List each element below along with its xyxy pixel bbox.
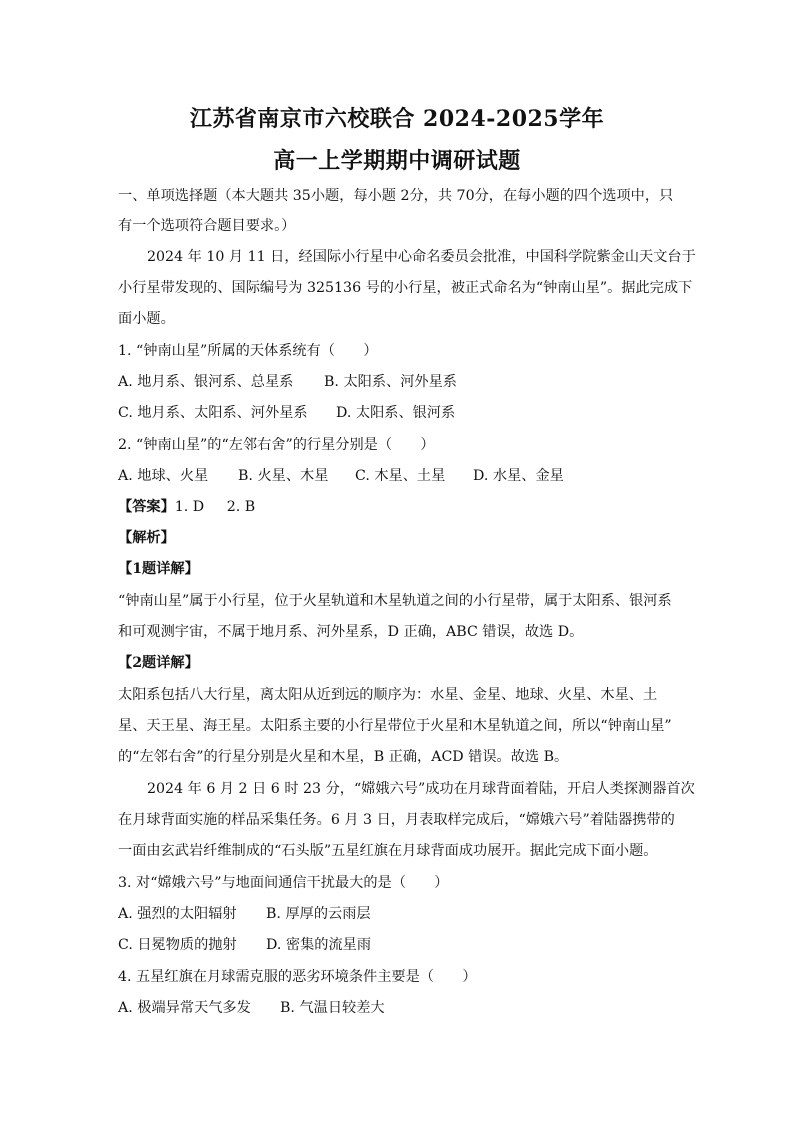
detail1-label: 【1题详解】	[118, 561, 199, 577]
section-heading-line1: 一、单项选择题（本大题共 35小题，每小题 2分，共 70分，在每小题的四个选项中，只	[118, 188, 674, 204]
question3-option-b: B. 厚厚的云雨层	[266, 906, 371, 922]
passage2-line1: 2024 年 6 月 2 日 6 时 23 分，“嫦娥六号”成功在月球背面着陆，开启人类探测器首次	[147, 781, 695, 797]
answer-q2: 2. B	[226, 499, 256, 515]
question1-option-a: A. 地月系、银河系、总星系	[118, 374, 294, 390]
question3-option-d: D. 密集的流星雨	[266, 937, 372, 953]
detail2-line3: 的“左邻右舍”的行星分别是火星和木星，B 正确，ACD 错误。故选 B。	[118, 749, 569, 765]
question2-option-b: B. 火星、木星	[238, 468, 329, 484]
answer-label: 【答案】	[118, 499, 175, 515]
question4-stem: 4. 五星红旗在月球需克服的恶劣环境条件主要是（ ）	[118, 969, 477, 985]
question3-options-row2	[118, 934, 678, 956]
passage1-line1: 2024 年 10 月 11 日，经国际小行星中心命名委员会批准，中国科学院紫金山天文台于	[147, 249, 696, 265]
question4-options-row1	[118, 997, 678, 1019]
question2-option-d: D. 水星、金星	[473, 468, 564, 484]
answer-row	[118, 496, 678, 518]
question1-stem: 1. “钟南山星”所属的天体系统有（ ）	[118, 343, 378, 359]
question2-option-a: A. 地球、火星	[118, 468, 209, 484]
document-title-line1: 江苏省南京市六校联合 2024-2025学年	[189, 106, 605, 132]
question1-option-c: C. 地月系、太阳系、河外星系	[118, 405, 308, 421]
question4-option-b: B. 气温日较差大	[280, 1000, 385, 1016]
section-heading-line2: 有一个选项符合题目要求。）	[118, 218, 296, 234]
question2-option-c: C. 木星、土星	[355, 468, 446, 484]
question3-options-row1	[118, 903, 678, 925]
question1-options-row1	[118, 371, 678, 393]
passage2-line2: 在月球背面实施的样品采集任务。6 月 3 日，月表取样完成后，“嫦娥六号”着陆器携带的	[118, 812, 675, 828]
question3-option-c: C. 日冕物质的抛射	[118, 937, 237, 953]
passage1-line3: 面小题。	[118, 311, 175, 327]
passage1-line2: 小行星带发现的、国际编号为 325136 号的小行星，被正式命名为“钟南山星”。据此完成下	[118, 280, 693, 296]
detail2-line2: 星、天王星、海王星。太阳系主要的小行星带位于火星和木星轨道之间，所以“钟南山星”	[118, 718, 672, 734]
detail2-line1: 太阳系包括八大行星，离太阳从近到远的顺序为：水星、金星、地球、火星、木星、土	[118, 687, 658, 703]
passage2-line3: 一面由玄武岩纤维制成的“石头版”五星红旗在月球背面成功展开。据此完成下面小题。	[118, 843, 658, 859]
detail1-line2: 和可观测宇宙，不属于地月系、河外星系，D 正确，ABC 错误，故选 D。	[118, 624, 584, 640]
question1-option-d: D. 太阳系、银河系	[336, 405, 456, 421]
question3-stem: 3. 对“嫦娥六号”与地面间通信干扰最大的是（ ）	[118, 875, 449, 891]
document-title-line2: 高一上学期期中调研试题	[273, 148, 521, 174]
answer-q1: 1. D	[174, 499, 205, 515]
question3-option-a: A. 强烈的太阳辐射	[118, 906, 237, 922]
analysis-label: 【解析】	[118, 530, 175, 546]
question4-option-a: A. 极端异常天气多发	[118, 1000, 251, 1016]
question1-option-b: B. 太阳系、河外星系	[324, 374, 457, 390]
question2-stem: 2. “钟南山星”的“左邻右舍”的行星分别是（ ）	[118, 437, 435, 453]
question1-options-row2	[118, 402, 678, 424]
question2-options-row	[118, 465, 678, 487]
detail1-line1: “钟南山星”属于小行星，位于火星轨道和木星轨道之间的小行星带，属于太阳系、银河系	[118, 593, 672, 609]
detail2-label: 【2题详解】	[118, 655, 199, 671]
